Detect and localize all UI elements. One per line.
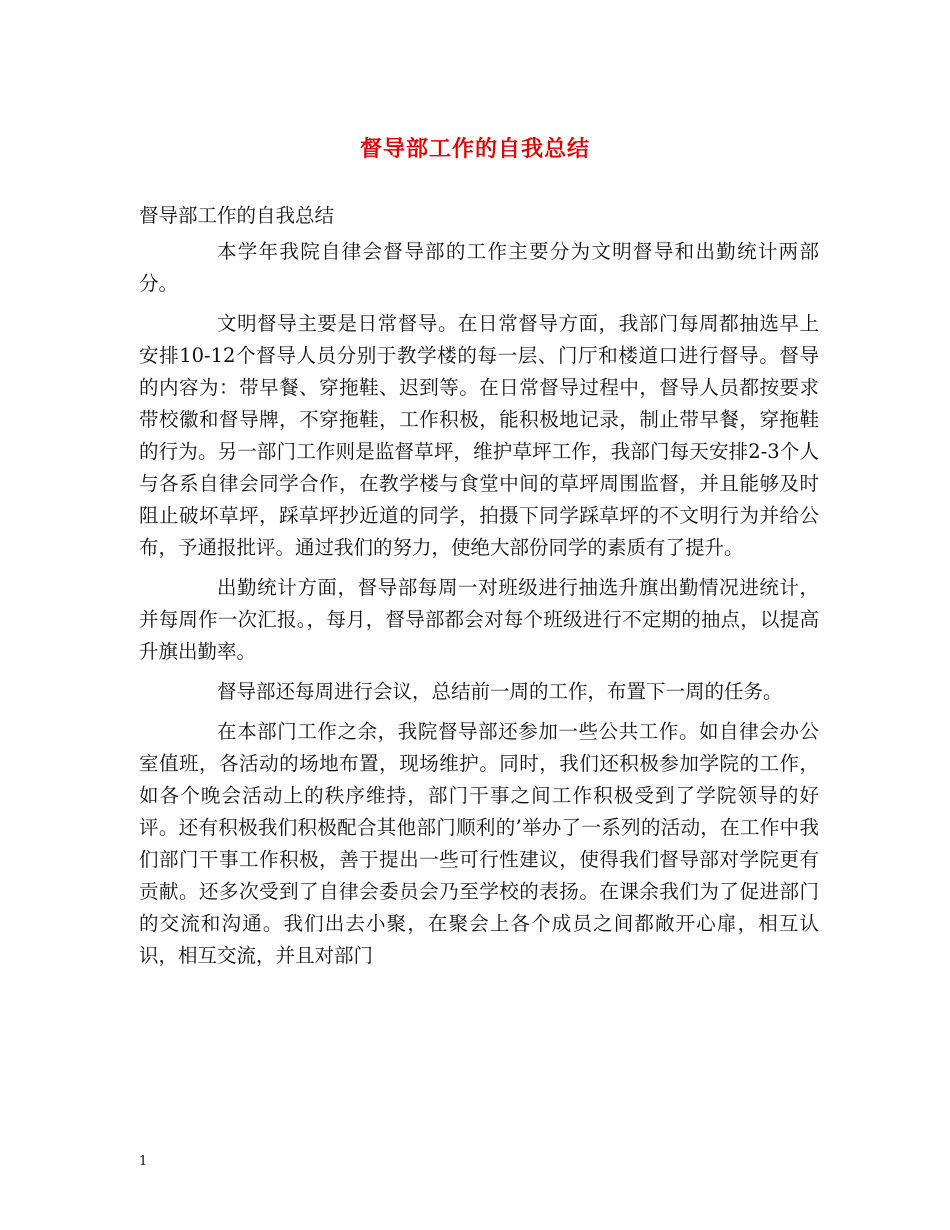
document-title: 督导部工作的自我总结 <box>359 136 590 162</box>
paragraph: 文明督导主要是日常督导。在日常督导方面，我部门每周都抽选早上安排10-12个督导人员分别于教学楼的每一层、门厅和楼道口进行督导。督导的内容为：带早餐、穿拖鞋、迟到等。在日常督导过程中，督导人员都按要求带校徽和督导牌，不穿拖鞋，工作积极，能积极地记录，制止带早餐，穿拖鞋的行为。另一部门工作则是监督草坪，维护草坪工作，我部门每天安排2-3个人与各系自律会同学合作，在教学楼与食堂中间的草坪周围监督，并且能够及时阻止破坏草坪，踩草坪抄近道的同学，拍摄下同学踩草坪的不文明行为并给公布，予通报批评。通过我们的努力，使绝大部份同学的素质有了提升。 <box>139 312 819 559</box>
document-body <box>139 200 819 980</box>
page-number: 1 <box>139 1154 148 1169</box>
paragraph: 出勤统计方面，督导部每周一对班级进行抽选升旗出勤情况进统计，并每周作一次汇报。，每月，督导部都会对每个班级进行不定期的抽点，以提高升旗出勤率。 <box>139 576 819 663</box>
paragraph: 在本部门工作之余，我院督导部还参加一些公共工作。如自律会办公室值班，各活动的场地布置，现场维护。同时，我们还积极参加学院的工作，如各个晚会活动上的秩序维持，部门干事之间工作积极受到了学院领导的好评。还有积极我们积极配合其他部门顺利的’举办了一系列的活动，在工作中我们部门干事工作积极，善于提出一些可行性建议，使得我们督导部对学院更有贡献。还多次受到了自律会委员会乃至学校的表扬。在课余我们为了促进部门的交流和沟通。我们出去小聚，在聚会上各个成员之间都敞开心扉，相互认识，相互交流，并且对部门 <box>139 720 819 967</box>
paragraph: 本学年我院自律会督导部的工作主要分为文明督导和出勤统计两部分。 <box>139 240 819 295</box>
document-subtitle: 督导部工作的自我总结 <box>139 204 335 227</box>
paragraph: 督导部还每周进行会议，总结前一周的工作，布置下一周的任务。 <box>217 680 783 703</box>
